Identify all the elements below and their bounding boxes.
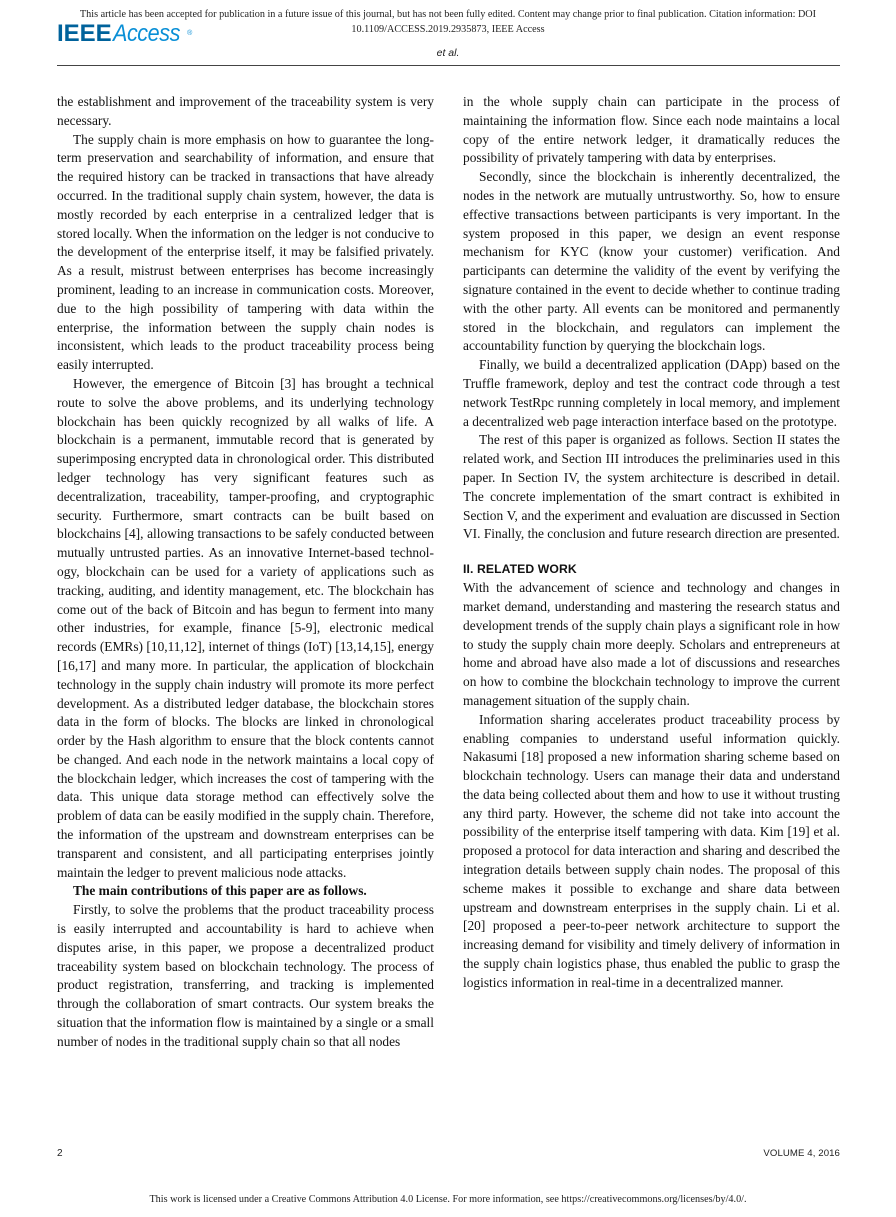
publication-notice-line-2: 10.1109/ACCESS.2019.2935873, IEEE Access [351, 24, 545, 35]
publication-notice-line-1: This article has been accepted for publication in a future issue of this journal, but has not been fully edited. Content may change prior to final publication. Citation information: DOI [79, 9, 817, 20]
header-rule [57, 65, 840, 66]
right-column [463, 93, 840, 993]
paragraph: Information sharing accelerates product traceability process by enabling companies to understand useful information quickly. Nakasumi [18] proposed a new information sharing scheme based on blockchain technology. Users can manage their data and understand the data being collected about them and how to use it without trusting any third party. However, the scheme did not take into account the possibility of the enterprise itself tampering with data. Kim [19] et al. proposed a protocol for data interaction and sharing and described the integration details between supply chain nodes. The proposal of this scheme makes it possible to exchange and share data between upstream and downstream enterprises in the supply chain. Li et al. [20] proposed a peer-to-peer network architecture to support the increasing demand for visibility and timely delivery of information in the supply chain logistics phase, thus enabled the public to grasp the logistics information in real-time in a decentralized manner. [463, 711, 840, 990]
paragraph: Firstly, to solve the problems that the product traceability process is easily interrupted and accountability is hard to achieve when disputes arise, in this paper, we propose a decentralized product traceability system based on blockchain technology. The process of product registration, transferring, and tracking is implemented through the collaboration of smart contracts. Our system breaks the situation that the information flow is maintained by a single or a small number of nodes in the traditional supply chain so that all nodes [57, 902, 434, 1049]
paragraph: The supply chain is more emphasis on how to guarantee the long-term preservation and searchability of information, and ensure that the required history can be tracked in transactions that have already occurred. In the traditional supply chain system, however, the data is mostly recorded by each enterprise in a centralized ledger that is stored locally. When the information on the ledger is not conducive to the development of the enterprise itself, it may be falsified privately. As a result, mistrust between enterprises has become increasingly prominent, leading to an increase in communication costs. Moreover, due to the high possibility of tampering with data within the enterprise, the information between the supply chain nodes is inconsistent, which leads to the product traceability process being easily interrupted. [57, 131, 434, 373]
ieee-access-logo [57, 21, 192, 47]
left-column [57, 93, 434, 1052]
logo-ieee-text: IEEE [57, 20, 112, 47]
page-number: 2 [57, 1148, 63, 1159]
running-head: et al. [436, 47, 460, 59]
logo-access-text: Access [112, 20, 180, 47]
registered-mark-icon: ® [187, 30, 192, 37]
paragraph: in the whole supply chain can participate in the process of maintaining the information flow. Since each node maintains a local copy of the entire network ledger, it dramatically reduces the possibility of privately tampering with data by enterprises. [463, 94, 840, 166]
license-notice: This work is licensed under a Creative Commons Attribution 4.0 License. For more information, see https://creativecommons.org/licenses/by/4.0/. [149, 1194, 747, 1205]
paragraph: The rest of this paper is organized as follows. Section II states the related work, and Section III introduces the preliminaries used in this paper. In Section IV, the system architecture is described in detail. The concrete implementation of the smart contract is exhibited in Section V, and the experiment and evaluation are discussed in Section VI. Finally, the conclusion and future research direction are presented. [463, 432, 840, 542]
paragraph: the establishment and improvement of the traceability system is very necessary. [57, 94, 434, 128]
contributions-heading: The main contributions of this paper are as follows. [73, 883, 367, 899]
paragraph: With the advancement of science and technology and changes in market demand, understanding and mastering the research status and development trends of the supply chain plays a significant role in how to study the supply chain more deeply. Scholars and entrepreneurs at home and abroad have also made a lot of discussions and researches on how to combine the blockchain technology to improve the current management situation of the supply chain. [463, 580, 840, 708]
paragraph: However, the emergence of Bitcoin [3] has brought a technical route to solve the above problems, and its underlying technology blockchain has been quickly recognized by all walks of life. A blockchain is a permanent, immutable record that is generated by superimposing encrypted data in chronological order. This distributed ledger technology has very significant features such as decentralization, traceability, tamper-proofing, and cryptographic security. Furthermore, smart contracts can be built based on blockchains [4], allowing transactions to be safely conducted between mutually untrusted parties. As an innovative Internet-based technology, blockchain can be used for a variety of applications such as tracking, auditing, and identity management, etc. The blockchain has come out of the back of Bitcoin and has begun to ferment into many other industries, for example, finance [5-9], electronic medical records (EMRs) [10,11,12], internet of things (IoT) [13,14,15], energy [16,17] and many more. In particular, the application of blockchain technology in the supply chain industry will promote its more perfect development. As a distributed ledger database, the blockchain stores data in the form of blocks. The blocks are linked in chronological order by the Hash algorithm to ensure that the block contents cannot be changed. And each node in the network maintains a local copy of the blockchain ledger, which increases the cost of tampering with the data. This unique data storage method can effectively solve the problem of data can be easily modified in the supply chain. Therefore, the information of the upstream and downstream enterprises can be transparent and consistent, and all participating enterprises jointly maintain the ledger to prevent malicious node attacks. [57, 375, 434, 880]
section-heading-related-work: II. RELATED WORK [463, 562, 577, 577]
paragraph: Secondly, since the blockchain is inherently decentralized, the nodes in the network are mutually untrustworthy. So, how to ensure effective transactions between participants is very important. In the system proposed in this paper, we design an event response mechanism for KYC (know your customer) verification. And participants can determine the validity of the event by verifying the signature contained in the event to decide whether to continue trading with the other party. All events can be monitored and permanently stored in the blockchain, and regulators can implement the accountability function by querying the blockchain logs. [463, 169, 840, 354]
volume-label: VOLUME 4, 2016 [763, 1148, 840, 1159]
paragraph: Finally, we build a decentralized application (DApp) based on the Truffle framework, deploy and test the contract code through a test network TestRpc running completely in local memory, and implement a decentralized web page interaction interface based on the prototype. [463, 357, 840, 429]
